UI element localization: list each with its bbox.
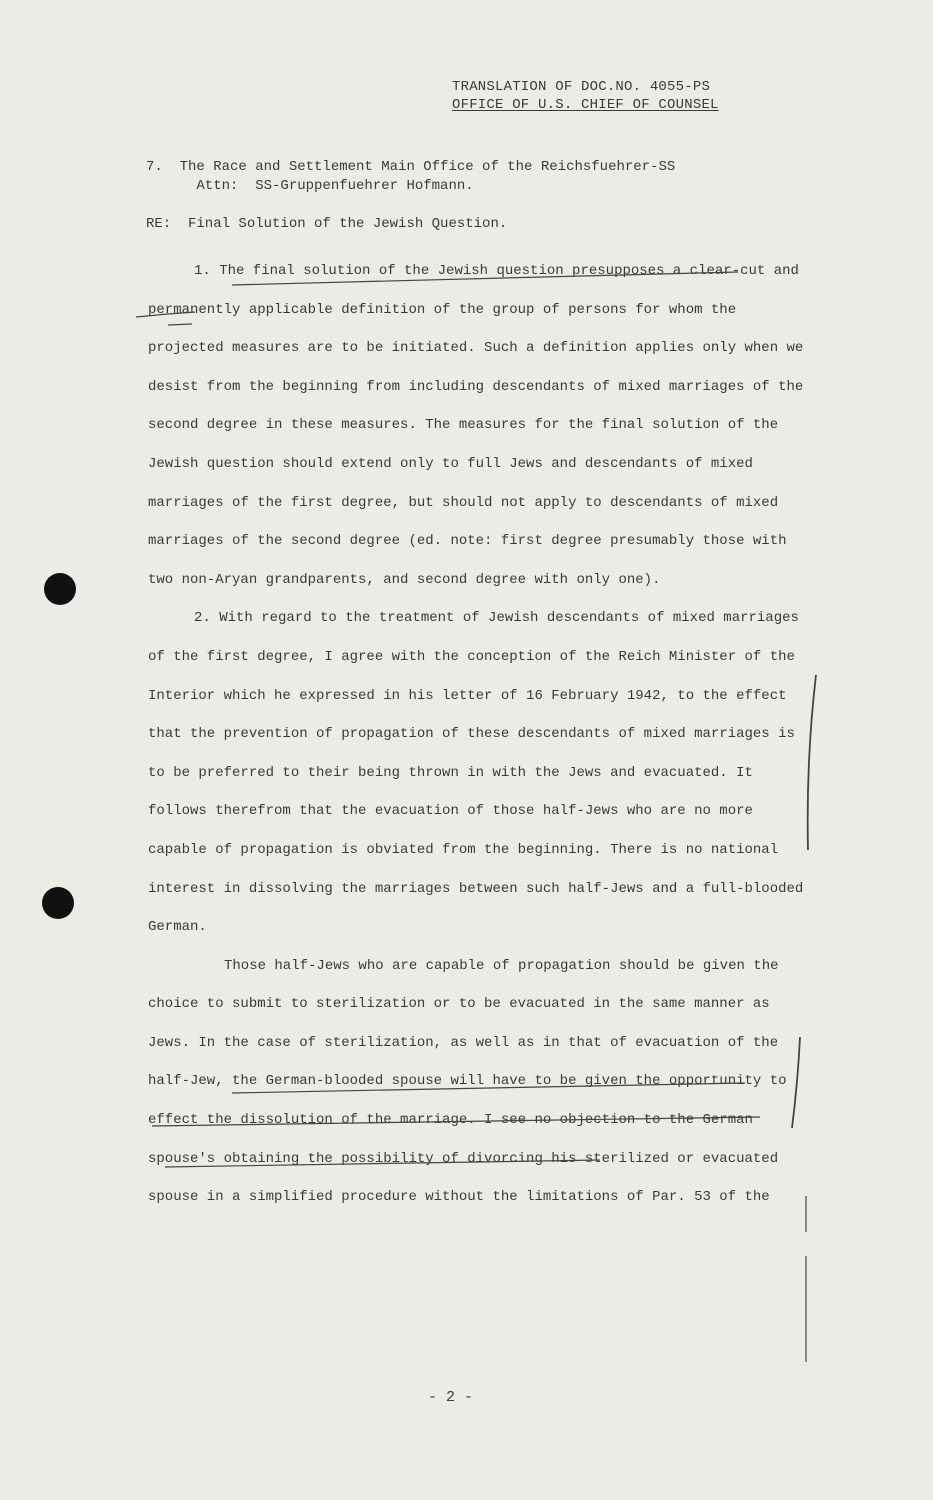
margin-line	[792, 1037, 800, 1128]
paragraph-3: Those half-Jews who are capable of propagation should be given the choice to submit to sterilization or to be evacuated in the same manner as Jews. In the case of sterilization, as well as in that of evacuation of the half-Jew, the German-blooded spouse will have to be given the opportunity to effect the dissolution of the marriage. I see no objection to the German spouse's obtaining the possibility of divorcing his sterilized or evacuated spouse in a simplified procedure without the limitations of Par. 53 of the	[148, 957, 787, 1206]
attention-line: Attn: SS-Gruppenfuehrer Hofmann.	[146, 178, 474, 194]
paragraph-2: 2. With regard to the treatment of Jewish descendants of mixed marriages of the first degree, I agree with the conception of the Reich Minister of the Interior which he expressed in his letter of 16 February 1942, to the effect that the prevention of propagation of these descendants of mixed marriages is to be preferred to their being thrown in with the Jews and evacuated. It follows therefrom that the evacuation of those half-Jews who are no more capable of propagation is obviated from the beginning. There is no national interest in dissolving the marriages between such half-Jews and a full-blooded German.	[148, 610, 804, 936]
office-line: OFFICE OF U.S. CHIEF OF COUNSEL	[452, 97, 719, 113]
underline-mark	[232, 272, 738, 285]
underline-mark	[232, 1083, 745, 1093]
translation-line: TRANSLATION OF DOC.NO. 4055-PS	[452, 79, 711, 95]
subject-line: RE: Final Solution of the Jewish Question.	[146, 216, 508, 232]
underline-mark	[152, 1117, 760, 1126]
addressee-line: 7. The Race and Settlement Main Office of the Reichsfuehrer-SS	[146, 159, 676, 175]
underline-mark	[136, 312, 195, 317]
paragraph-1: 1. The final solution of the Jewish question presupposes a clear-cut and permanently applicable definition of the group of persons for whom the projected measures are to be initiated. Such a definition applies only when we desist from the beginning from including descendants of mixed marriages of the second degree in these measures. The measures for the final solution of the Jewish question should extend only to full Jews and descendants of mixed marriages of the first degree, but should not apply to descendants of mixed marriages of the second degree (ed. note: first degree presumably those with two non-Aryan grandparents, and second degree with only one).	[148, 263, 804, 588]
page-number: - 2 -	[428, 1389, 474, 1406]
underline-mark	[168, 324, 192, 325]
margin-line	[808, 675, 816, 850]
underline-mark	[165, 1160, 600, 1167]
